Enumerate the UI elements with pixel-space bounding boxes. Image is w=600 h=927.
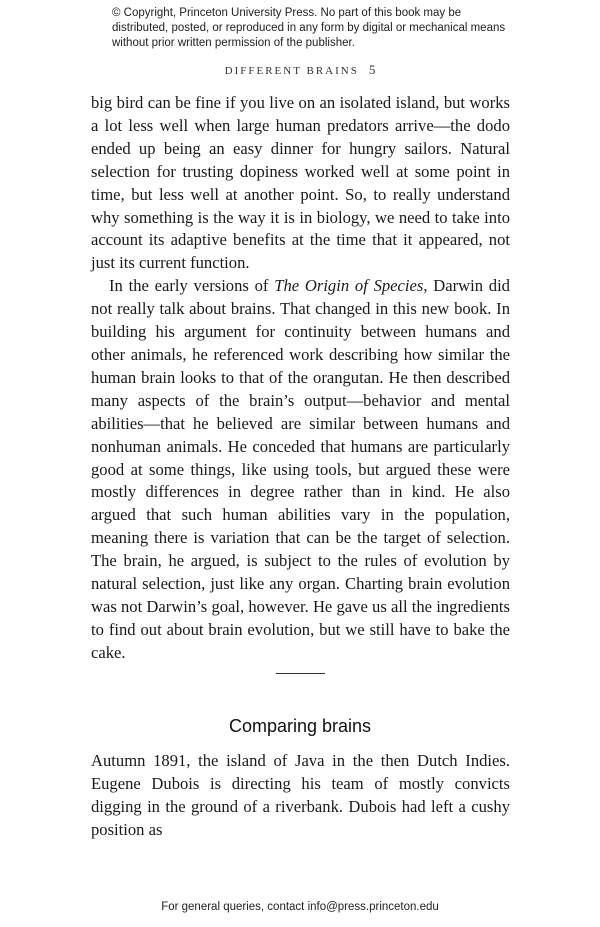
paragraph-2-lead: In the early versions of <box>109 276 275 296</box>
paragraph-2-rest: , Darwin did not really talk about brains. That changed in this new book. In building his argument for continuity between humans and other animals, he referenced work describing how similar the human brain looks to that of the orangutan. He then described many aspects of the brain’s output—behavior and mental abilities—that he believed are similar between humans and nonhuman animals. He conceded that humans are particularly good at some things, like using tools, but argued these were mostly differences in degree rather than in kind. He also argued that such human abilities vary in the population, meaning there is variation that can be the target of selection. The brain, he argued, is subject to the rules of evolution by natural selection, just like any organ. Charting brain evolution was not Darwin’s goal, however. He gave us all the ingredients to find out about brain evolution, but we still have to bake the cake. <box>91 276 510 662</box>
section-divider <box>276 673 325 674</box>
paragraph-1: big bird can be fine if you live on an isolated island, but works a lot less well when large human predators arrive—the dodo ended up being an easy dinner for hungry sailors. Natural selection for trusting dopiness worked well at some point in time, but less well at another point. So, to really understand why something is the way it is in biology, we need to take into account its adaptive benefits at the time that it appeared, not just its current function. <box>91 93 510 273</box>
paragraph-2 <box>91 275 510 664</box>
book-title: The Origin of Species <box>274 276 424 296</box>
running-head <box>0 62 600 78</box>
section-heading: Comparing brains <box>228 716 372 736</box>
section-text <box>91 750 510 842</box>
running-head-title: DIFFERENT BRAINS <box>224 65 359 77</box>
copyright-notice: © Copyright, Princeton University Press. No part of this book may be distributed, posted, or reproduced in any form by digital or mechanical means without prior written permission of the publisher. <box>112 7 506 49</box>
footer-contact: For general queries, contact info@press.princeton.edu <box>161 901 439 913</box>
section-paragraph-1: Autumn 1891, the island of Java in the then Dutch Indies. Eugene Dubois is directing his team of mostly convicts digging in the ground of a riverbank. Dubois had left a cushy position as <box>91 751 510 839</box>
body-text <box>91 92 510 665</box>
page-number: 5 <box>368 62 376 77</box>
